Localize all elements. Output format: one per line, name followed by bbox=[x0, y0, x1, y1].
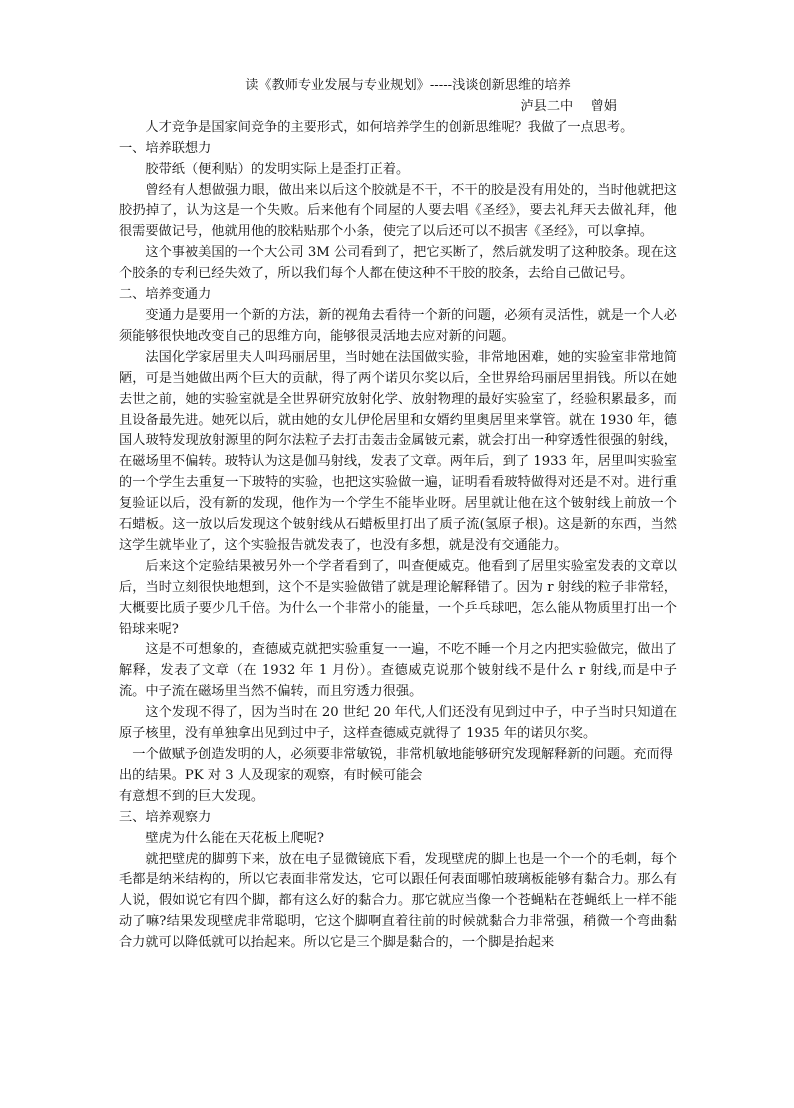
section-heading-observation: 三、培养观察力 bbox=[119, 809, 212, 825]
paragraph: 这个事被美国的一个大公司 3M 公司看到了，把它买断了，然后就发明了这种胶条。现在这个胶条的专利已经失效了，所以我们每个人都在使这种不干胶的胶条，去给自己做记号。 bbox=[119, 245, 677, 282]
paragraph: 这个发现不得了，因为当时在 20 世纪 20 年代,人们还没有见到过中子，中子当时只知道在原子核里，没有单独拿出见到过中子，这样查德威克就得了 1935 年的诺贝尔奖。 bbox=[119, 705, 677, 742]
paragraph: 就把壁虎的脚剪下来，放在电子显微镜底下看，发现壁虎的脚上也是一个一个的毛刺，每个毛都是纳米结构的，所以它表面非常发达，它可以跟任何表面哪怕玻璃板能够有黏合力。那么有人说，假如说它有四个脚，都有这么好的黏合力。那它就应当像一个苍蝇粘在苍蝇纸上一样不能动了嘛?结果发现壁虎非常聪明，它这个脚啊直着往前的时候就黏合力非常强，稍微一个弯曲黏合力就可以降低就可以抬起来。所以它是三个脚是黏合的，一个脚是抬起来 bbox=[119, 851, 677, 951]
paragraph: 法国化学家居里夫人叫玛丽居里，当时她在法国做实验，非常地困难，她的实验室非常地简陋，可是当她做出两个巨大的贡献，得了两个诺贝尔奖以后，全世界给玛丽居里捐钱。所以在她去世之前，她的实验室就是全世界研究放射化学、放射物理的最好实验室了，经验积累最多，而且设备最先进。她死以后，就由她的女儿伊伦居里和女婿约里奥居里来掌管。就在 1930 年，德国人玻特发现放射源里的阿尔法粒子去打击轰击金属铍元素，就会打出一种穿透性很强的射线，在磁场里不偏转。玻特认为这是伽马射线，发表了文章。两年后，到了 1933 年，居里叫实验室的一个学生去重复一下玻特的实验，也把这实验做一遍，证明看看玻特做得对还是不对。进行重复验证以后，没有新的发现，他作为一个学生不能毕业呀。居里就让他在这个铍射线上前放一个石蜡板。这一放以后发现这个铍射线从石蜡板里打出了质子流(氢原子根)。这是新的东西，当然这学生就毕业了，这个实验报告就发表了，也没有多想，就是没有交通能力。 bbox=[119, 349, 677, 553]
document-page bbox=[119, 76, 677, 954]
paragraph: 一个做赋予创造发明的人，必须要非常敏锐，非常机敏地能够研究发现解释新的问题。充而得出的结果。PK 对 3 人及现家的观察，有时候可能会 bbox=[119, 747, 673, 783]
intro-paragraph: 人才竞争是国家间竞争的主要形式，如何培养学生的创新思维呢？我做了一点思考。 bbox=[145, 119, 634, 135]
paragraph: 有意想不到的巨大发现。 bbox=[119, 788, 265, 804]
paragraph: 后来这个定验结果被另外一个学者看到了，叫查便威克。他看到了居里实验室发表的文章以后，当时立刻很快地想到，这个不是实验做错了就是理论解释错了。因为 r 射线的粒子非常轻，大概要比质子要少几千倍。为什么一个非常小的能量，一个乒乓球吧，怎么能从物质里打出一个铅球来呢? bbox=[119, 558, 677, 637]
paragraph: 变通力是要用一个新的方法，新的视角去看待一个新的问题，必须有灵活性，就是一个人必须能够很快地改变自己的思维方向，能够很灵活地去应对新的问题。 bbox=[119, 307, 677, 344]
paragraph: 壁虎为什么能在天花板上爬呢? bbox=[145, 830, 324, 846]
paragraph: 曾经有人想做强力眼，做出来以后这个胶就是不干，不干的胶是没有用处的，当时他就把这胶扔掉了，认为这是一个失败。后来他有个同屋的人要去唱《圣经》，要去礼拜天去做礼拜，他很需要做记号，他就用他的胶粘贴那个小条，使完了以后还可以不损害《圣经》，可以拿掉。 bbox=[119, 182, 677, 240]
document-author: 泸县二中 曾娟 bbox=[520, 98, 617, 114]
paragraph: 这是不可想象的，查德威克就把实验重复一一遍，不吃不睡一个月之内把实验做完，做出了解释，发表了文章（在 1932 年 1 月份）。查德威克说那个铍射线不是什么 r 射线,而是中子流。中子流在磁场里当然不偏转，而且穷透力很强。 bbox=[119, 642, 677, 700]
section-heading-association: 一、培养联想力 bbox=[119, 140, 212, 156]
document-title: 读《教师专业发展与专业规划》-----浅谈创新思维的培养 bbox=[245, 78, 571, 93]
paragraph: 胶带纸（便利贴）的发明实际上是歪打正着。 bbox=[145, 161, 410, 177]
section-heading-flexibility: 二、培养变通力 bbox=[119, 287, 212, 303]
